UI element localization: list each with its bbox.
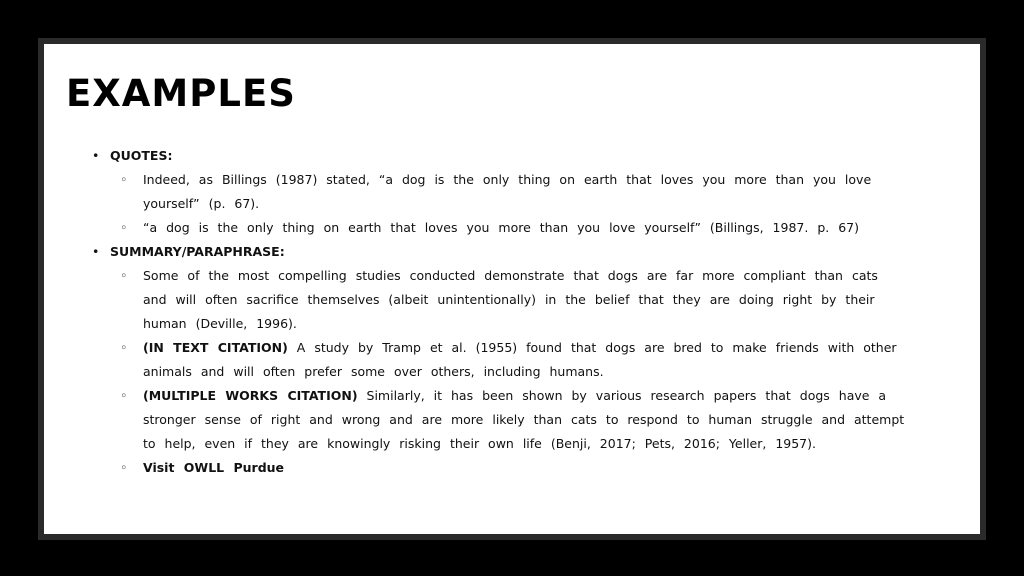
list-item-text: “a dog is the only thing on earth that loves you more than you love yourself” (Billings, 1987. p. 67) xyxy=(143,220,859,235)
list-item-text: Indeed, as Billings (1987) stated, “a dog is the only thing on earth that loves you more than you love yourself” (p. 67). xyxy=(143,172,872,211)
section-quotes xyxy=(90,144,910,240)
list-item xyxy=(110,264,910,336)
list-item xyxy=(110,384,910,456)
list-item xyxy=(110,336,910,384)
quotes-list xyxy=(110,168,910,240)
slide-content xyxy=(90,144,910,480)
list-item xyxy=(110,216,910,240)
list-item-text: Some of the most compelling studies conducted demonstrate that dogs are far more compliant than cats and will often sacrifice themselves (albeit unintentionally) in the belief that they are doing right by their human (Deville, 1996). xyxy=(143,268,878,331)
list-item xyxy=(110,456,910,480)
section-heading-summary: SUMMARY/PARAPHRASE: xyxy=(110,244,285,259)
citation-label-in-text: (IN TEXT CITATION) xyxy=(143,340,288,355)
slide xyxy=(44,44,980,534)
slide-frame xyxy=(38,38,986,540)
section-summary xyxy=(90,240,910,480)
citation-label-multiple-works: (MULTIPLE WORKS CITATION) xyxy=(143,388,358,403)
slide-title: EXAMPLES xyxy=(66,72,296,115)
list-item xyxy=(110,168,910,216)
owl-purdue-link[interactable]: Visit OWLL Purdue xyxy=(143,460,285,475)
section-heading-quotes: QUOTES: xyxy=(110,148,173,163)
list-item-text: A study by Tramp et al. (1955) found that dogs are bred to make friends with other animals and will often prefer some over others, including humans. xyxy=(143,340,897,379)
list-item-text: Similarly, it has been shown by various research papers that dogs have a stronger sense of right and wrong and are more likely than cats to respond to human struggle and attempt to help, even if they are knowingly risking their own life (Benji, 2017; Pets, 2016; Yeller, 1957). xyxy=(143,388,905,451)
bullet-list xyxy=(90,144,910,480)
summary-list xyxy=(110,264,910,480)
